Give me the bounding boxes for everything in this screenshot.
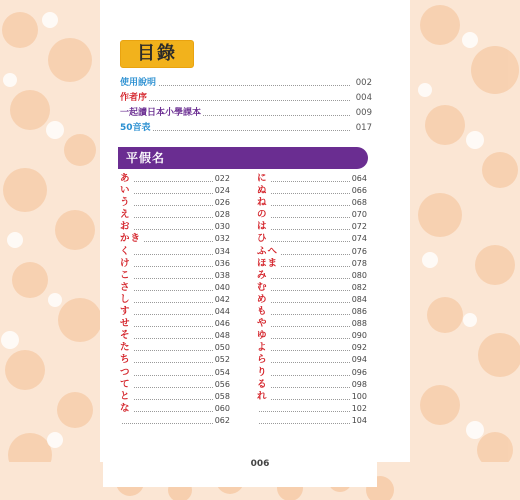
kana-page: 062 [214,415,230,425]
kana-label: こ [120,269,131,281]
kana-row[interactable] [120,294,230,306]
floral-decoration-right-icon [410,0,520,500]
leader-dots [259,350,350,351]
toc-row[interactable] [120,106,372,121]
kana-label: よ [257,342,268,354]
kana-row[interactable] [120,367,230,379]
leader-dots [122,326,213,327]
toc-page: 004 [355,93,372,103]
toc-page: 002 [355,78,372,88]
kana-label: り [257,366,268,378]
kana-label: ひ [257,233,268,245]
kana-label: い [120,185,131,197]
kana-page: 070 [351,210,367,220]
kana-label: さ [120,281,131,293]
kana-label: そ [120,330,131,342]
kana-row[interactable] [257,342,367,354]
leader-dots [259,338,350,339]
toc-row[interactable] [120,121,372,136]
kana-label: め [257,293,268,305]
kana-row[interactable] [257,282,367,294]
kana-page: 104 [351,415,367,425]
kana-row[interactable] [120,318,230,330]
kana-row[interactable] [257,330,367,342]
kana-page: 094 [351,355,367,365]
kana-label: ゆ [257,330,268,342]
leader-dots [122,350,213,351]
kana-label: に [257,173,268,184]
kana-row[interactable] [120,185,230,197]
toc-label: 一起讀日本小學課本 [120,106,203,121]
leader-dots [259,278,350,279]
leader-dots [122,387,213,388]
kana-page: 072 [351,222,367,232]
leader-dots [259,314,350,315]
kana-row[interactable] [257,197,367,209]
kana-row[interactable] [120,354,230,366]
kana-page: 026 [214,198,230,208]
kana-page: 024 [214,186,230,196]
leader-dots [259,362,350,363]
leader-dots [122,254,213,255]
leader-dots [122,181,213,182]
leader-dots [122,338,213,339]
kana-label: す [120,306,131,318]
kana-label: ら [257,354,268,366]
leader-dots [122,411,213,412]
kana-page: 042 [214,294,230,304]
toc-page: 017 [355,123,372,133]
leader-dots [259,399,350,400]
kana-row[interactable] [257,233,367,245]
kana-list-right [257,173,367,427]
section-banner [118,147,368,169]
page-number: 006 [250,459,270,469]
kana-page: 102 [351,403,367,413]
kana-row[interactable] [257,391,367,403]
kana-page: 034 [214,246,230,256]
kana-label: お [120,221,131,233]
toc-page: 009 [355,108,372,118]
toc-label: 50音表 [120,121,153,136]
kana-page: 048 [214,331,230,341]
kana-label: る [257,378,268,390]
section-title: 平假名 [126,151,166,165]
kana-row[interactable] [120,342,230,354]
kana-page: 096 [351,367,367,377]
kana-row[interactable] [257,379,367,391]
leader-dots [259,411,350,412]
kana-row[interactable] [257,403,367,415]
kana-label: あ [120,173,131,184]
kana-label: て [120,378,131,390]
kana-page: 086 [351,307,367,317]
kana-page: 078 [351,258,367,268]
leader-dots [122,205,213,206]
kana-page: 028 [214,210,230,220]
kana-label: し [120,293,131,305]
kana-page: 058 [214,391,230,401]
kana-row[interactable] [257,367,367,379]
kana-row[interactable] [120,306,230,318]
kana-page: 092 [351,343,367,353]
kana-page: 032 [214,234,230,244]
kana-row[interactable] [257,354,367,366]
kana-label: く [120,245,131,257]
kana-row[interactable] [120,258,230,270]
leader-dots [259,302,350,303]
leader-dots [259,229,350,230]
page-title: 目錄 [137,43,177,64]
kana-page: 098 [351,379,367,389]
leader-dots [122,423,213,424]
kana-row[interactable] [257,246,367,258]
leader-dots [259,181,350,182]
kana-page: 044 [214,307,230,317]
kana-label: は [257,221,268,233]
kana-row[interactable] [257,306,367,318]
kana-page: 080 [351,270,367,280]
kana-row[interactable] [120,173,230,185]
kana-row[interactable] [257,221,367,233]
kana-label: ち [120,354,131,366]
kana-row[interactable] [257,294,367,306]
toc-row[interactable] [120,76,372,91]
kana-page: 046 [214,319,230,329]
kana-label: た [120,342,131,354]
leader-dots [122,290,213,291]
kana-label: う [120,197,131,209]
table-of-contents [120,76,372,136]
kana-row[interactable] [120,233,230,245]
kana-label: け [120,257,131,269]
kana-page: 088 [351,319,367,329]
floral-decoration-left-icon [0,0,100,500]
kana-row[interactable] [257,258,367,270]
kana-row[interactable] [120,209,230,221]
leader-dots [259,241,350,242]
leader-dots [122,266,213,267]
kana-label: む [257,281,268,293]
kana-label: かき [120,233,142,245]
leader-dots [259,205,350,206]
leader-dots [259,193,350,194]
kana-row[interactable] [120,270,230,282]
leader-dots [122,229,213,230]
kana-row[interactable] [257,270,367,282]
kana-label: せ [120,318,131,330]
kana-page: 100 [351,391,367,401]
kana-label: や [257,318,268,330]
kana-label: な [120,402,131,414]
kana-label: ふへ [257,245,279,257]
kana-row[interactable] [257,185,367,197]
kana-page: 036 [214,258,230,268]
leader-dots [122,193,213,194]
kana-label: の [257,209,268,221]
toc-row[interactable] [120,91,372,106]
kana-page: 074 [351,234,367,244]
kana-row[interactable] [257,173,367,185]
leader-dots [122,278,213,279]
leader-dots [120,100,350,101]
kana-page: 060 [214,403,230,413]
leader-dots [259,290,350,291]
leader-dots [122,399,213,400]
kana-row[interactable] [120,415,230,427]
leader-dots [259,326,350,327]
kana-page: 040 [214,282,230,292]
kana-row[interactable] [120,391,230,403]
kana-row[interactable] [120,330,230,342]
kana-row[interactable] [120,197,230,209]
kana-page: 076 [351,246,367,256]
leader-dots [122,217,213,218]
kana-page: 064 [351,174,367,183]
leader-dots [259,217,350,218]
kana-list-left [120,173,230,427]
leader-dots [122,362,213,363]
kana-row[interactable] [257,209,367,221]
leader-dots [122,302,213,303]
kana-label: み [257,269,268,281]
kana-page: 050 [214,343,230,353]
leader-dots [122,375,213,376]
kana-page: 054 [214,367,230,377]
leader-dots [120,130,350,131]
kana-label: ぬ [257,185,268,197]
leader-dots [259,423,350,424]
kana-page: 090 [351,331,367,341]
kana-row[interactable] [120,403,230,415]
kana-page: 066 [351,186,367,196]
kana-page: 084 [351,294,367,304]
kana-label: も [257,306,268,318]
kana-label: ほま [257,257,279,269]
kana-page: 052 [214,355,230,365]
kana-page: 056 [214,379,230,389]
kana-row[interactable] [257,318,367,330]
kana-page: 082 [351,282,367,292]
kana-page: 038 [214,270,230,280]
kana-row[interactable] [120,282,230,294]
toc-label: 作者序 [120,91,149,106]
kana-row[interactable] [120,246,230,258]
kana-label: れ [257,390,268,402]
kana-label: つ [120,366,131,378]
leader-dots [122,314,213,315]
kana-page: 068 [351,198,367,208]
kana-page: 022 [214,174,230,183]
kana-row[interactable] [120,221,230,233]
kana-label: ね [257,197,268,209]
kana-page: 030 [214,222,230,232]
title-box [120,40,194,68]
kana-row[interactable] [257,415,367,427]
toc-label: 使用說明 [120,76,158,91]
leader-dots [259,375,350,376]
kana-label: え [120,209,131,221]
kana-row[interactable] [120,379,230,391]
kana-label: と [120,390,131,402]
leader-dots [259,387,350,388]
